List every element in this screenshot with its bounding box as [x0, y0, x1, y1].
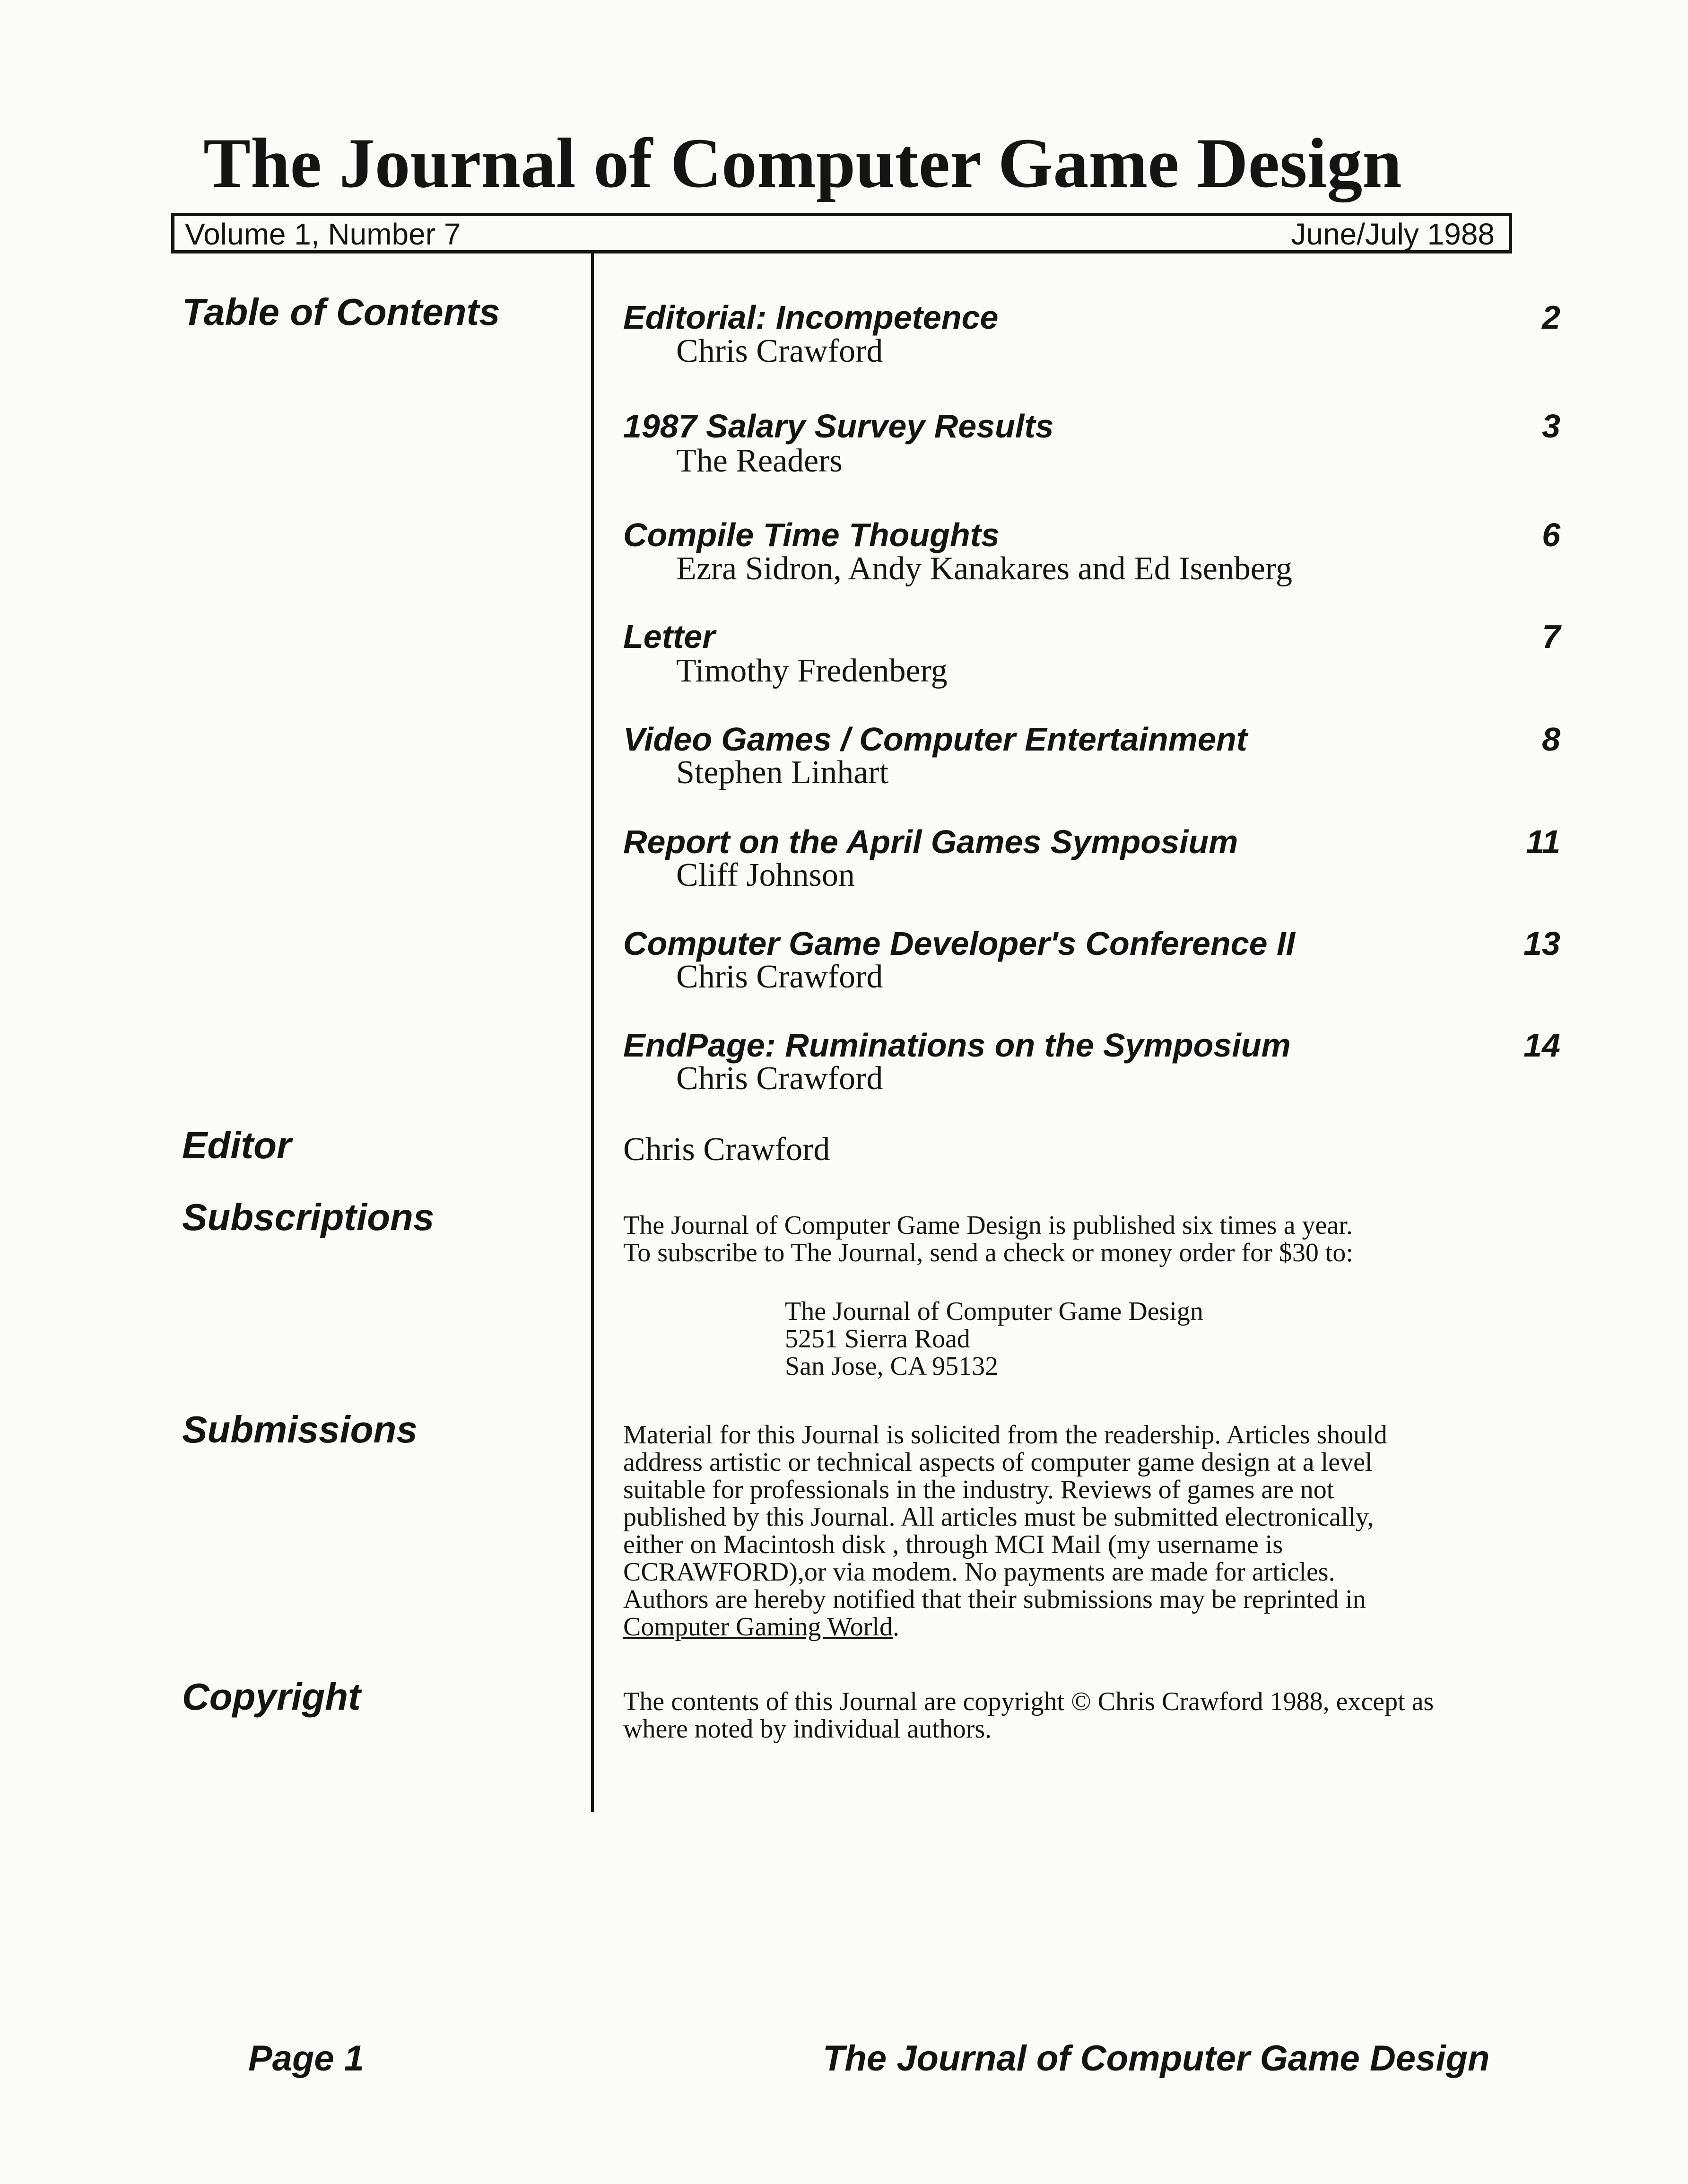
toc-entry-page: 3 — [1542, 408, 1560, 445]
subscriptions-label: Subscriptions — [182, 1196, 435, 1238]
toc-entry-page: 8 — [1542, 721, 1560, 758]
toc-entry-title: Video Games / Computer Entertainment — [623, 721, 1247, 758]
toc-entry-title: EndPage: Ruminations on the Symposium — [623, 1027, 1291, 1064]
toc-entry-page: 7 — [1542, 618, 1560, 655]
issue-volume: Volume 1, Number 7 — [185, 217, 461, 251]
editor-label: Editor — [182, 1124, 292, 1166]
page-number: Page 1 — [248, 2038, 365, 2079]
subscription-address: The Journal of Computer Game Design 5251 Sierra Road San Jose, CA 95132 — [785, 1297, 1203, 1381]
toc-entry-page: 14 — [1523, 1027, 1560, 1064]
journal-title: The Journal of Computer Game Design — [203, 124, 1402, 202]
toc-entry-page: 2 — [1542, 299, 1560, 336]
toc-entry-title: Computer Game Developer's Conference II — [623, 925, 1295, 962]
toc-entry-author: Chris Crawford — [676, 1060, 883, 1097]
toc-entry-title: 1987 Salary Survey Results — [623, 408, 1054, 445]
toc-entry-page: 13 — [1523, 925, 1560, 962]
subscriptions-text: The Journal of Computer Game Design is published six times a year. To subscribe to The Journal, send a check or money order for $30 to: — [623, 1211, 1353, 1267]
toc-entry-author: Timothy Fredenberg — [676, 653, 948, 689]
footer-journal-title: The Journal of Computer Game Design — [823, 2038, 1490, 2079]
toc-entry-title: Letter — [623, 618, 715, 655]
toc-entry-page: 11 — [1526, 823, 1560, 860]
publication-reference: Computer Gaming World — [623, 1612, 893, 1642]
toc-entry-author: Cliff Johnson — [676, 857, 855, 893]
toc-entry-page: 6 — [1542, 516, 1560, 553]
toc-entry-author: Chris Crawford — [676, 333, 883, 369]
toc-entry-title: Compile Time Thoughts — [623, 516, 1000, 553]
toc-entry-author: Ezra Sidron, Andy Kanakares and Ed Isenberg — [676, 550, 1293, 587]
toc-entry-title: Editorial: Incompetence — [623, 299, 999, 336]
toc-heading: Table of Contents — [182, 291, 500, 333]
submissions-text: Material for this Journal is solicited from the readership. Articles should address artistic or technical aspects of computer game design at a level suitable for professionals in the industry. Reviews of games are not published by this Journal. All articles must be submitted electronically, either on Macintosh disk , through MCI Mail (my username is CCRAWFORD),or via modem. No payments are made for articles. Authors are hereby notified that their submissions may be reprinted in Computer Gaming World. — [623, 1420, 1387, 1642]
toc-entry-author: Chris Crawford — [676, 959, 883, 995]
submissions-label: Submissions — [182, 1408, 418, 1450]
issue-date: June/July 1988 — [1291, 217, 1495, 251]
editor-name: Chris Crawford — [623, 1131, 830, 1168]
column-divider — [591, 253, 594, 1812]
toc-entry-title: Report on the April Games Symposium — [623, 823, 1238, 860]
issue-bar — [171, 213, 1512, 253]
toc-entry-author: The Readers — [676, 443, 843, 479]
copyright-label: Copyright — [182, 1676, 361, 1718]
copyright-text: The contents of this Journal are copyright © Chris Crawford 1988, except as where noted by individual authors. — [623, 1687, 1434, 1744]
toc-entry-author: Stephen Linhart — [676, 754, 889, 791]
